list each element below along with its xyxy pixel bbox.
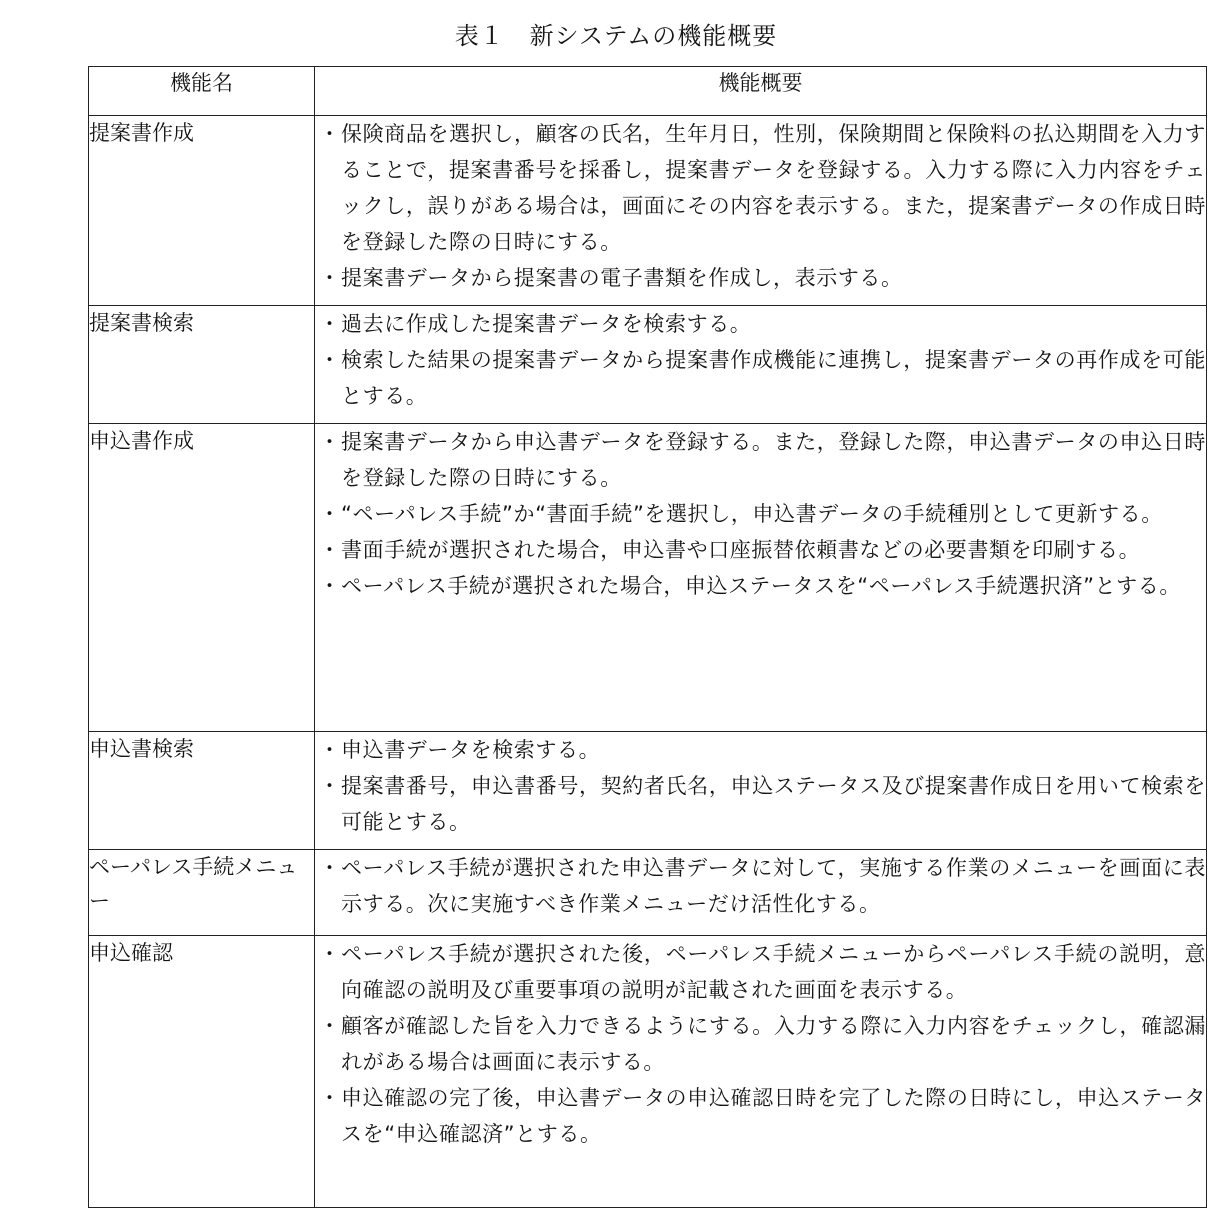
bullet-text: ペーパレス手続が選択された申込書データに対して，実施する作業のメニューを画面に表示する。次に実施すべき作業メニューだけ活性化する。 [341,856,1206,916]
column-header-function-overview: 機能概要 [315,67,1207,116]
table-body [89,116,1207,1208]
overview-bullet-item [315,850,1206,922]
overview-bullet-list [315,732,1206,840]
bullet-text: “ペーパレス手続”か“書面手続”を選択し，申込書データの手続種別として更新する。 [341,502,1163,526]
function-name-cell: ペーパレス手続メニュー [89,850,315,936]
overview-bullet-item [315,260,1206,296]
overview-bullet-item [315,1080,1206,1152]
overview-bullet-item [315,116,1206,260]
table-row-proposal-create [89,116,1207,306]
overview-bullet-list [315,850,1206,922]
function-overview-cell [315,424,1207,732]
bullet-dot-icon: ・ [319,430,341,454]
bullet-dot-icon: ・ [319,942,341,966]
bullet-dot-icon: ・ [319,738,341,762]
bullet-text: 申込書データを検索する。 [341,738,601,762]
overview-bullet-list [315,424,1206,604]
bullet-text: 顧客が確認した旨を入力できるようにする。入力する際に入力内容をチェックし，確認漏れがある場合は画面に表示する。 [341,1014,1206,1074]
bullet-text: 検索した結果の提案書データから提案書作成機能に連携し，提案書データの再作成を可能とする。 [341,348,1206,408]
bullet-text: 提案書データから提案書の電子書類を作成し，表示する。 [341,266,903,290]
bullet-dot-icon: ・ [319,348,341,372]
bullet-text: 提案書番号，申込書番号，契約者氏名，申込ステータス及び提案書作成日を用いて検索を可能とする。 [341,774,1206,834]
function-overview-table [88,66,1207,1208]
overview-bullet-item [315,936,1206,1008]
bullet-dot-icon: ・ [319,574,341,598]
function-name-cell: 申込確認 [89,936,315,1208]
bullet-dot-icon: ・ [319,774,341,798]
overview-bullet-item [315,1008,1206,1080]
overview-bullet-item [315,532,1206,568]
overview-bullet-item [315,568,1206,604]
bullet-text: ペーパレス手続が選択された後，ペーパレス手続メニューからペーパレス手続の説明，意向確認の説明及び重要事項の説明が記載された画面を表示する。 [341,942,1206,1002]
function-overview-cell [315,116,1207,306]
function-name-cell: 提案書作成 [89,116,315,306]
bullet-dot-icon: ・ [319,502,341,526]
function-name-cell: 申込書作成 [89,424,315,732]
table-row-application-search [89,732,1207,850]
overview-bullet-list [315,306,1206,414]
overview-bullet-item [315,732,1206,768]
overview-bullet-item [315,424,1206,496]
bullet-dot-icon: ・ [319,266,341,290]
function-overview-cell [315,732,1207,850]
table-row-application-create [89,424,1207,732]
bullet-dot-icon: ・ [319,1086,341,1110]
table-title: 表１ 新システムの機能概要 [454,22,778,50]
bullet-text: ペーパレス手続が選択された場合，申込ステータスを“ペーパレス手続選択済”とする。 [341,574,1181,598]
overview-bullet-item [315,496,1206,532]
overview-bullet-item [315,306,1206,342]
bullet-text: 申込確認の完了後，申込書データの申込確認日時を完了した際の日時にし，申込ステータスを“申込確認済”とする。 [341,1086,1206,1146]
bullet-dot-icon: ・ [319,122,341,146]
table-row-application-confirm [89,936,1207,1208]
bullet-dot-icon: ・ [319,1014,341,1038]
function-overview-cell [315,306,1207,424]
function-overview-cell [315,936,1207,1208]
function-overview-cell [315,850,1207,936]
column-header-function-name: 機能名 [89,67,315,116]
overview-bullet-item [315,342,1206,414]
overview-bullet-list [315,936,1206,1152]
function-name-cell: 提案書検索 [89,306,315,424]
overview-bullet-item [315,768,1206,840]
bullet-text: 過去に作成した提案書データを検索する。 [341,312,752,336]
bullet-dot-icon: ・ [319,312,341,336]
bullet-dot-icon: ・ [319,856,341,880]
bullet-text: 書面手続が選択された場合，申込書や口座振替依頼書などの必要書類を印刷する。 [341,538,1141,562]
bullet-dot-icon: ・ [319,538,341,562]
overview-bullet-list [315,116,1206,296]
table-row-proposal-search [89,306,1207,424]
table-header-row [89,67,1207,116]
bullet-text: 提案書データから申込書データを登録する。また，登録した際，申込書データの申込日時を登録した際の日時にする。 [341,430,1206,490]
table-row-paperless-menu [89,850,1207,936]
bullet-text: 保険商品を選択し，顧客の氏名，生年月日，性別，保険期間と保険料の払込期間を入力することで，提案書番号を採番し，提案書データを登録する。入力する際に入力内容をチェックし，誤りがある場合は，画面にその内容を表示する。また，提案書データの作成日時を登録した際の日時にする。 [341,122,1206,254]
function-name-cell: 申込書検索 [89,732,315,850]
